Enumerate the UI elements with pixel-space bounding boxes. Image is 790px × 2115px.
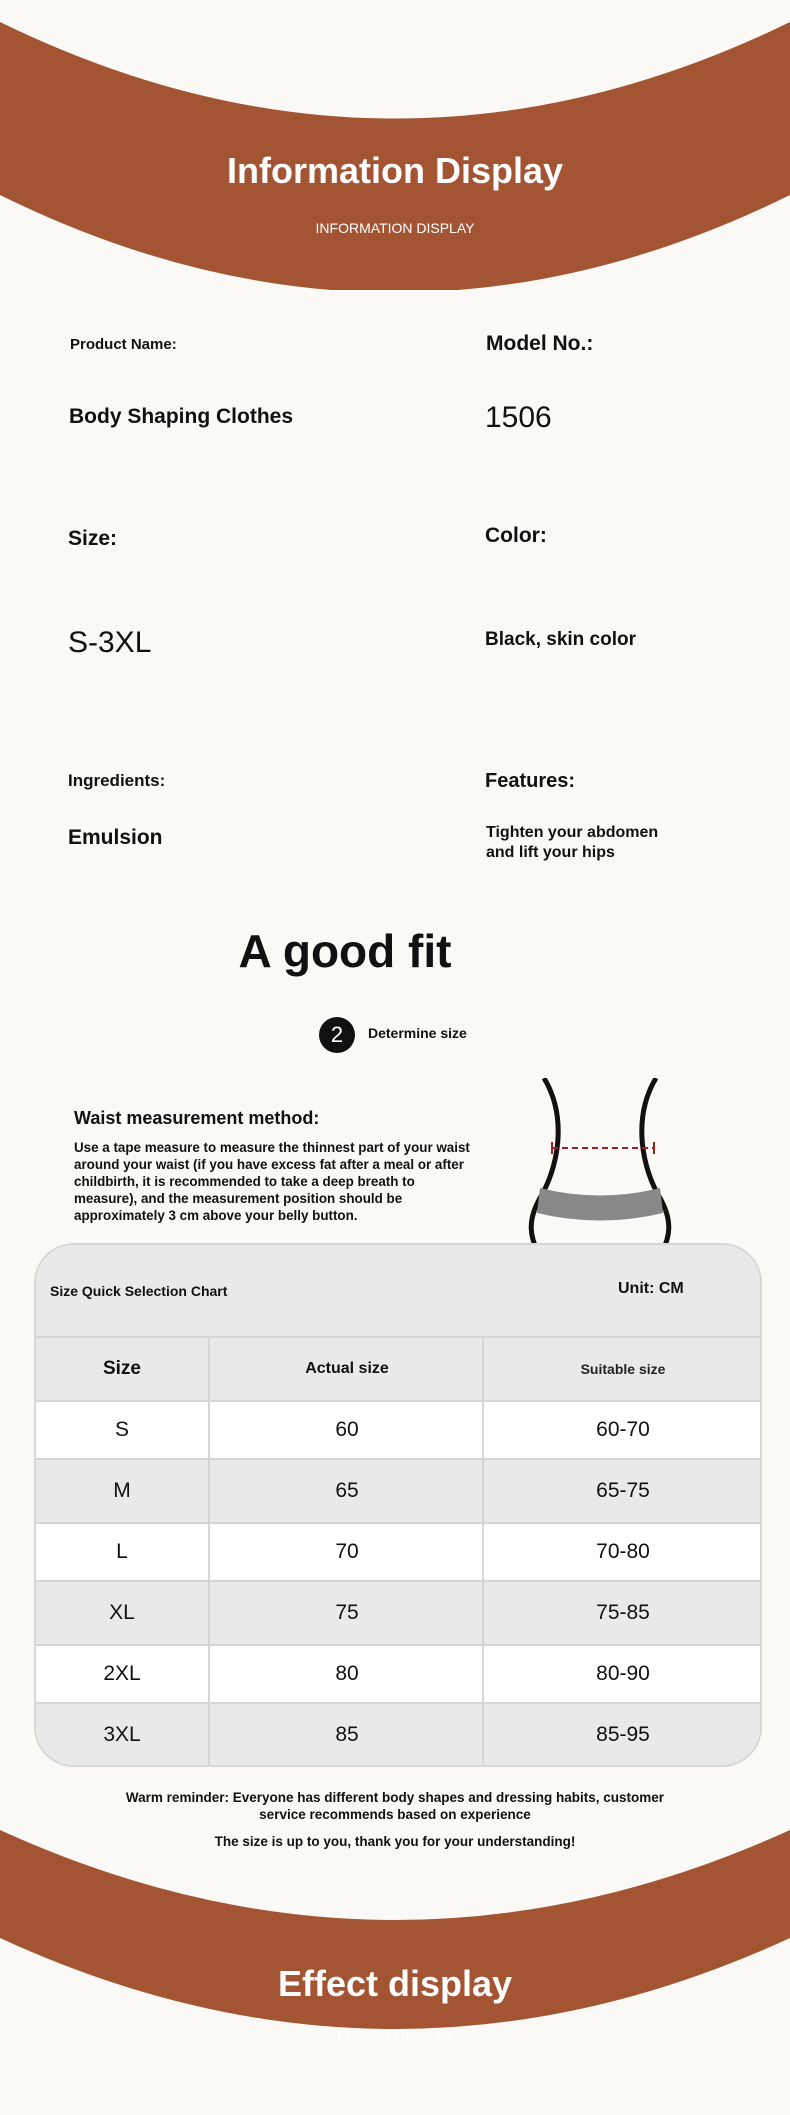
product-name-label: Product Name: [70,336,177,353]
measurement-line-4: measure), and the measurement position should be [74,1191,403,1206]
cell-actual-size: 60 [208,1402,484,1458]
header-actual-size: Actual size [208,1338,484,1400]
top-banner-title: Information Display [226,150,564,191]
cell-suitable-size: 65-75 [482,1460,762,1522]
color-value: Black, skin color [485,629,637,650]
features-label: Features: [485,770,576,792]
cell-actual-size: 80 [208,1646,484,1702]
cell-suitable-size: 60-70 [482,1402,762,1458]
reminder-line-2: service recommends based on experience [259,1807,531,1822]
header-suitable-size: Suitable size [482,1338,762,1400]
measurement-line-2: around your waist (if you have excess fat after a meal or after [74,1157,464,1172]
table-row [36,1460,760,1522]
measurement-line-1: Use a tape measure to measure the thinnest part of your waist [74,1140,470,1155]
measurement-description [74,1139,470,1224]
step-label: Determine size [368,1025,467,1041]
measurement-line-3: childbirth, it is recommended to take a deep breath to [74,1174,415,1189]
cell-suitable-size: 75-85 [482,1582,762,1644]
cell-size: L [116,1540,128,1563]
size-chart-title: Size Quick Selection Chart [50,1283,228,1299]
size-chart-unit: Unit: CM [618,1280,684,1297]
bottom-banner-title: Effect display [277,1963,513,2004]
table-row [36,1524,760,1580]
cell-actual-size: 70 [208,1524,484,1580]
measurement-line-5: approximately 3 cm above your belly button. [74,1208,358,1223]
ingredients-value: Emulsion [68,826,163,849]
top-banner-shape [0,0,790,290]
ingredients-label: Ingredients: [68,771,166,790]
size-value: S-3XL [68,626,152,659]
cell-size: 2XL [103,1662,141,1685]
features-line-2: and lift your hips [486,844,615,861]
table-row [36,1402,760,1458]
cell-actual-size: 75 [208,1582,484,1644]
cell-size: M [113,1479,131,1502]
table-row [36,1582,760,1644]
waist-silhouette-icon [520,1078,680,1248]
cell-suitable-size: 70-80 [482,1524,762,1580]
size-label: Size: [68,527,118,550]
measurement-title: Waist measurement method: [74,1108,320,1128]
size-chart-header [36,1245,760,1337]
table-row [36,1704,760,1765]
cell-suitable-size: 80-90 [482,1646,762,1702]
table-row [36,1646,760,1702]
cell-size: S [114,1418,129,1441]
model-label: Model No.: [486,332,594,355]
model-value: 1506 [485,401,552,434]
cell-actual-size: 65 [208,1460,484,1522]
size-chart [34,1243,762,1767]
color-label: Color: [485,524,547,547]
cell-actual-size: 85 [208,1704,484,1765]
bottom-banner-subtitle: EFFECT DISPLAY [336,2028,454,2044]
features-value [486,823,658,863]
product-name-value: Body Shaping Clothes [69,405,294,428]
header-size: Size [102,1358,142,1379]
step-number-badge: 2 [319,1017,355,1053]
table-header-row [36,1338,760,1400]
cell-suitable-size: 85-95 [482,1704,762,1765]
reminder-line-1: Warm reminder: Everyone has different body shapes and dressing habits, customer [125,1790,665,1805]
fit-heading: A good fit [238,925,452,977]
cell-size: 3XL [103,1722,141,1746]
top-banner-subtitle: INFORMATION DISPLAY [315,220,475,236]
features-line-1: Tighten your abdomen [486,824,659,841]
cell-size: XL [109,1601,135,1624]
reminder-line-3: The size is up to you, thank you for your understanding! [214,1834,576,1849]
